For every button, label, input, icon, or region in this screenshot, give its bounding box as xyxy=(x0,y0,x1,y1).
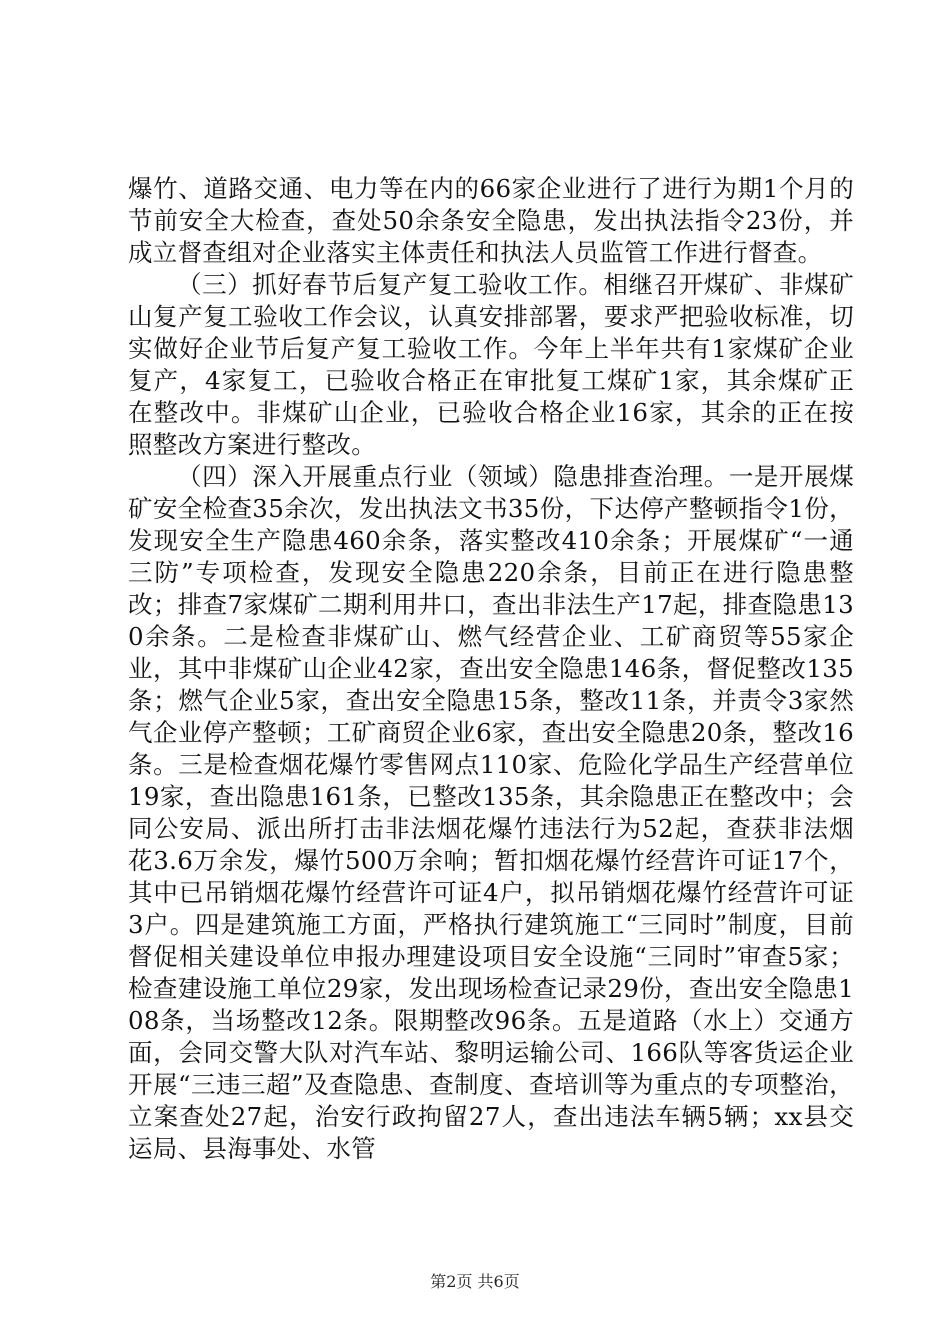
paragraph-3: （四）深入开展重点行业（领域）隐患排查治理。一是开展煤矿安全检查35余次，发出执法文书35份，下达停产整顿指令1份，发现安全生产隐患460余条，落实整改410余条；开展煤矿“一通三防”专项检查，发现安全隐患220余条，目前正在进行隐患整改；排查7家煤矿二期利用井口，查出非法生产17起，排查隐患130余条。二是检查非煤矿山、燃气经营企业、工矿商贸等55家企业，其中非煤矿山企业42家，查出安全隐患146条，督促整改135条；燃气企业5家，查出安全隐患15条，整改11条，并责令3家然气企业停产整顿；工矿商贸企业6家，查出安全隐患20条，整改16条。三是检查烟花爆竹零售网点110家、危险化学品生产经营单位19家，查出隐患161条，已整改135条，其余隐患正在整改中；会同公安局、派出所打击非法烟花爆竹违法行为52起，查获非法烟花3.6万余发，爆竹500万余响；暂扣烟花爆竹经营许可证17个，其中已吊销烟花爆竹经营许可证4户，拟吊销烟花爆竹经营许可证3户。四是建筑施工方面，严格执行建筑施工“三同时”制度，目前督促相关建设单位申报办理建设项目安全设施“三同时”审查5家；检查建设施工单位29家，发出现场检查记录29份，查出安全隐患108条，当场整改12条。限期整改96条。五是道路（水上）交通方面，会同交警大队对汽车站、黎明运输公司、166队等客货运企业开展“三违三超”及查隐患、查制度、查培训等为重点的专项整治，立案查处27起，治安行政拘留27人，查出违法车辆5辆；xx县交运局、县海事处、水管 xyxy=(128,462,854,1163)
document-body xyxy=(128,173,854,1165)
paragraph-1: 爆竹、道路交通、电力等在内的66家企业进行了进行为期1个月的节前安全大检查，查处50余条安全隐患，发出执法指令23份，并成立督查组对企业落实主体责任和执法人员监管工作进行督查。 xyxy=(128,174,854,267)
page-number-footer: 第2页 共6页 xyxy=(430,1272,520,1291)
paragraph-2: （三）抓好春节后复产复工验收工作。相继召开煤矿、非煤矿山复产复工验收工作会议，认真安排部署，要求严把验收标准，切实做好企业节后复产复工验收工作。今年上半年共有1家煤矿企业复产，4家复工，已验收合格正在审批复工煤矿1家，其余煤矿正在整改中。非煤矿山企业，已验收合格企业16家，其余的正在按照整改方案进行整改。 xyxy=(128,270,854,459)
